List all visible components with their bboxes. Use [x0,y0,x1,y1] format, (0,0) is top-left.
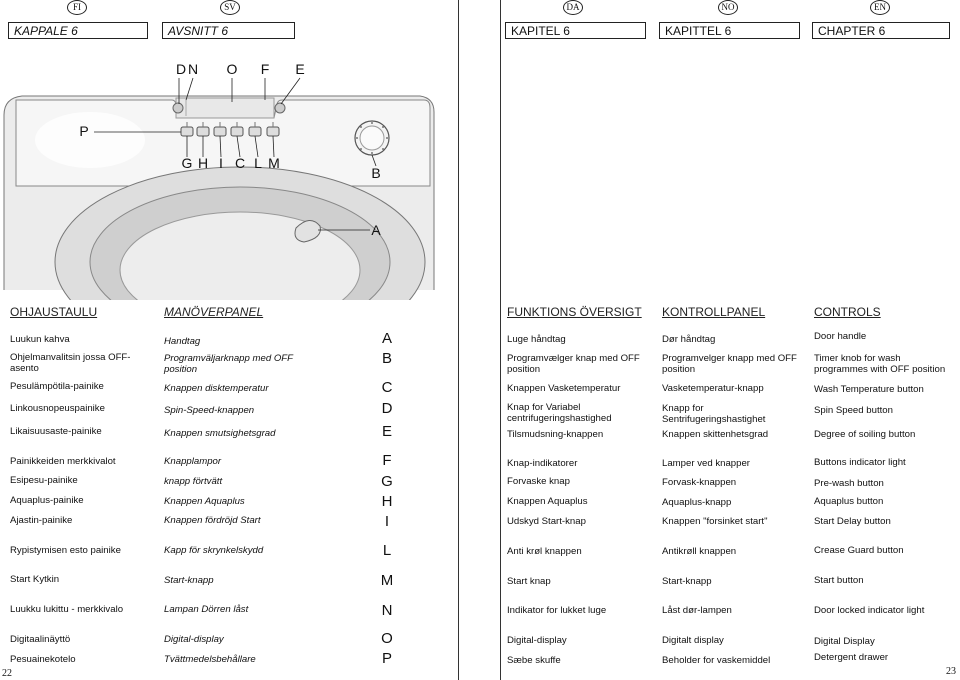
en-item: Door handle [814,331,867,342]
button-g [181,127,193,136]
fi-item: Rypistymisen esto painike [10,545,121,556]
en-item: Buttons indicator light [814,457,906,468]
item-letter: O [381,630,393,647]
sv-item: Knappen disktemperatur [164,383,269,394]
fi-item: Start Kytkin [10,574,60,585]
en-item: Detergent drawer [814,652,889,663]
item-letter: L [382,542,392,559]
sv-item: Start-knapp [164,575,214,586]
item-letter: I [384,513,390,530]
no-item: Knappen "forsinket start" [662,516,768,527]
item-letter: A [381,330,392,347]
header-fi: OHJAUSTAULU [10,305,98,319]
sv-item: Handtag [164,336,201,347]
da-item: Knap-indikatorer [507,458,578,469]
no-item: Knappen skittenhetsgrad [662,429,769,440]
page-number-left: 22 [2,668,12,679]
button-l [249,127,261,136]
page-number-right: 23 [946,666,956,677]
chapter-title-en: CHAPTER 6 [812,22,950,39]
lang-badge-sv: SV [220,0,240,15]
no-item: Digitalt display [662,635,724,646]
fi-item: Painikkeiden merkkivalot [10,456,116,467]
fi-item: Pesulämpötila-painike [10,381,104,392]
no-item: Beholder for vaskemiddel [662,655,771,666]
item-letter: H [381,493,393,510]
item-letter: C [381,379,393,396]
da-item: Indikator for lukket luge [507,605,607,616]
label-d: D [175,61,187,77]
fi-item: Likaisuusaste-painike [10,426,102,437]
chapter-title-fi: KAPPALE 6 [8,22,148,39]
button-i [214,127,226,136]
no-item: Knapp for Sentrifugeringshastighet [662,403,766,425]
no-item: Lamper ved knapper [662,458,750,469]
fi-item: Pesuainekotelo [10,654,76,665]
label-b: B [371,165,381,181]
da-item: Udskyd Start-knap [507,516,586,527]
header-en: CONTROLS [814,305,881,319]
item-letter: P [381,650,392,667]
en-item: Timer knob for wash programmes with OFF position [814,353,946,375]
fi-item: Ohjelmanvalitsin jossa OFF-asento [10,352,131,374]
label-f: F [260,61,270,77]
lang-badge-no: NO [718,0,738,15]
fi-item: Luukku lukittu - merkkivalo [10,604,124,615]
no-item: Vasketemperatur-knapp [662,383,764,394]
da-item: Tilsmudsning-knappen [507,429,604,440]
item-letter: F [382,452,392,469]
label-c: C [234,155,246,171]
sv-item: Digital-display [164,634,224,645]
chapter-title-da: KAPITEL 6 [505,22,646,39]
item-letter: M [380,572,394,589]
en-item: Pre-wash button [814,478,884,489]
sv-item: Knappen Aquaplus [164,496,245,507]
label-p: P [79,123,89,139]
header-no: KONTROLLPANEL [662,305,766,319]
da-item: Knappen Vasketemperatur [507,383,621,394]
sv-item: Tvättmedelsbehållare [164,654,256,665]
label-m: M [268,155,280,171]
label-o: O [226,61,238,77]
sv-item: Knapplampor [164,456,222,467]
da-item: Knappen Aquaplus [507,496,588,507]
item-letter: E [381,423,392,440]
fi-item: Digitaalinäyttö [10,634,71,645]
en-item: Spin Speed button [814,405,893,416]
da-item: Forvaske knap [507,476,570,487]
button-h [197,127,209,136]
label-e: E [295,61,305,77]
item-letter: N [381,602,393,619]
label-n: N [187,61,199,77]
display-indicator [275,103,285,113]
item-letter: G [381,473,393,490]
fi-item: Luukun kahva [10,334,70,345]
fi-item: Esipesu-painike [10,475,78,486]
chapter-title-sv: AVSNITT 6 [162,22,295,39]
da-item: Digital-display [507,635,567,646]
lang-badge-da: DA [563,0,583,15]
sv-item: Kapp för skrynkelskydd [164,545,264,556]
button-m [267,127,279,136]
display-slot [176,98,274,118]
header-sv: MANÖVERPANEL [164,305,264,319]
da-item: Sæbe skuffe [507,655,561,666]
no-item: Antikrøll knappen [662,546,737,557]
lang-badge-fi: FI [67,0,87,15]
no-item: Aquaplus-knapp [662,497,732,508]
door-lock-light [173,103,183,113]
da-item: Anti krøl knappen [507,546,582,557]
button-c [231,127,243,136]
header-da: FUNKTIONS ÖVERSIGT [507,305,642,319]
lang-badge-en: EN [870,0,890,15]
da-item: Programvælger knap med OFF position [507,353,640,375]
label-i: I [219,155,223,171]
label-h: H [197,155,209,171]
fi-item: Ajastin-painike [10,515,73,526]
fi-item: Aquaplus-painike [10,495,84,506]
sv-item: Lampan Dörren låst [164,604,249,615]
da-item: Luge håndtag [507,334,566,345]
sv-item: Spin-Speed-knappen [164,405,255,416]
fi-item: Linkousnopeuspainike [10,403,105,414]
no-item: Låst dør-lampen [662,605,732,616]
sv-item: Knappen smutsighetsgrad [164,428,276,439]
da-item: Start knap [507,576,551,587]
en-item: Aquaplus button [814,496,884,507]
label-g: G [181,155,193,171]
label-l: L [254,155,262,171]
en-item: Degree of soiling button [814,429,916,440]
en-item: Digital Display [814,636,875,647]
en-item: Wash Temperature button [814,384,924,395]
no-item: Start-knapp [662,576,712,587]
en-item: Start button [814,575,864,586]
no-item: Forvask-knappen [662,477,737,488]
item-letter: B [381,350,392,367]
da-item: Knap for Variabel centrifugeringshastighed [507,402,612,424]
panel-highlight [35,112,145,168]
en-item: Door locked indicator light [814,605,925,616]
no-item: Dør håndtag [662,334,716,345]
en-item: Start Delay button [814,516,891,527]
sv-item: Programväljarknapp med OFF position [164,353,293,375]
item-letter: D [381,400,393,417]
washing-machine-diagram [0,0,960,300]
chapter-title-no: KAPITTEL 6 [659,22,800,39]
sv-item: knapp förtvätt [164,476,223,487]
sv-item: Knappen fördröjd Start [164,515,261,526]
no-item: Programvelger knapp med OFF position [662,353,797,375]
en-item: Crease Guard button [814,545,904,556]
label-a: A [371,222,381,238]
